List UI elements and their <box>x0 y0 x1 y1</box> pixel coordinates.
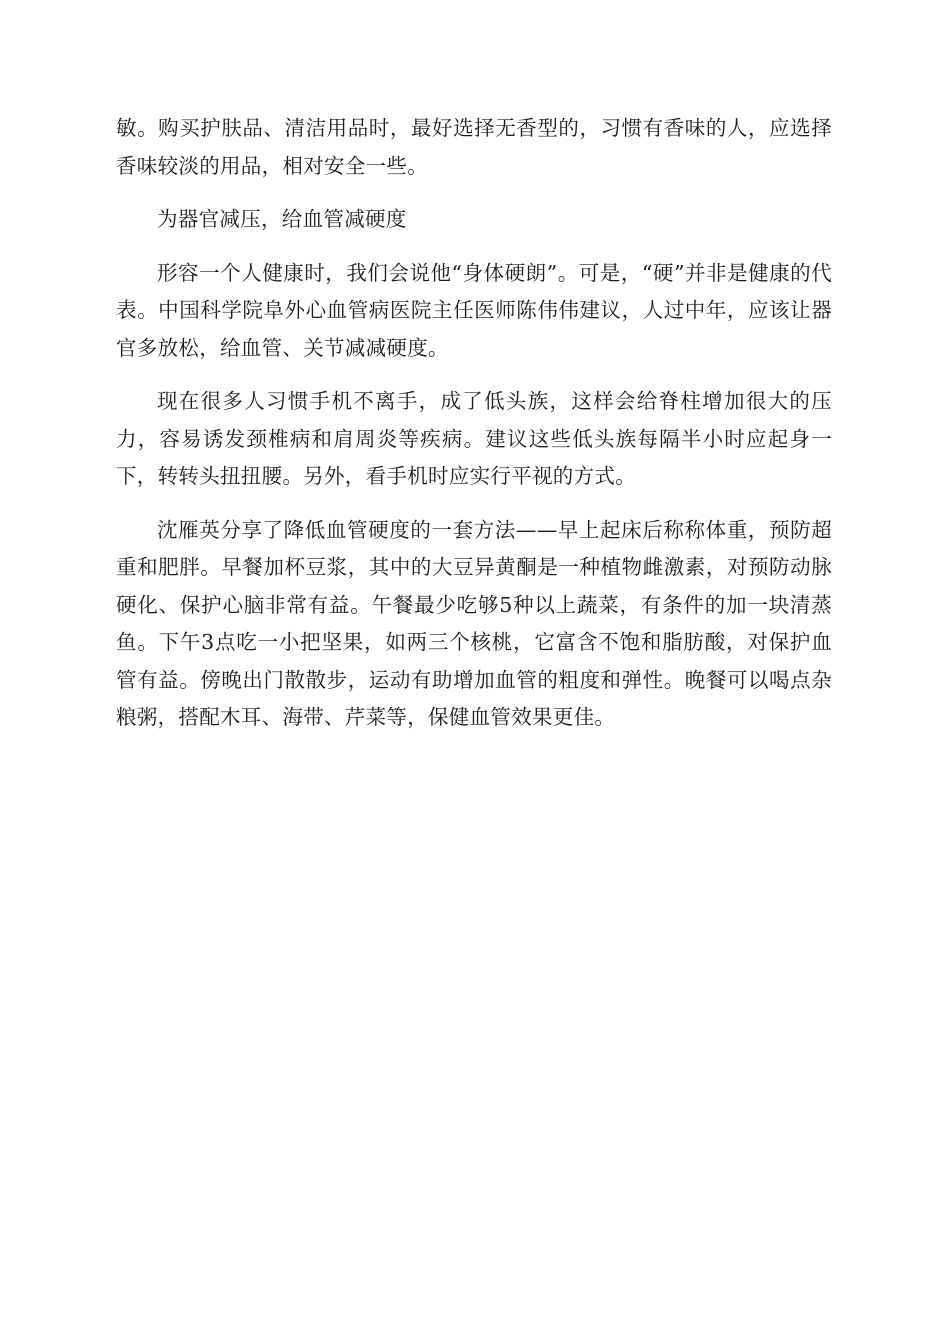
paragraph-method: 沈雁英分享了降低血管硬度的一套方法——早上起床后称称体重，预防超重和肥胖。早餐加杯豆浆，其中的大豆异黄酮是一种植物雌激素，对预防动脉硬化、保护心脑非常有益。午餐最少吃够5种以上蔬菜，有条件的加一块清蒸鱼。下午3点吃一小把坚果，如两三个核桃，它富含不饱和脂肪酸，对保护血管有益。傍晚出门散散步，运动有助增加血管的粗度和弹性。晚餐可以喝点杂粮粥，搭配木耳、海带、芹菜等，保健血管效果更佳。 <box>116 517 832 729</box>
paragraph-continuation: 敏。购买护肤品、清洁用品时，最好选择无香型的，习惯有香味的人，应选择香味较淡的用品，相对安全一些。 <box>116 116 832 178</box>
section-heading: 为器官减压，给血管减硬度 <box>157 207 407 231</box>
document-body <box>116 110 832 753</box>
paragraph-phone: 现在很多人习惯手机不离手，成了低头族，这样会给脊柱增加很大的压力，容易诱发颈椎病和肩周炎等疾病。建议这些低头族每隔半小时应起身一下，转转头扭扭腰。另外，看手机时应实行平视的方式。 <box>116 389 832 488</box>
paragraph-health: 形容一个人健康时，我们会说他“身体硬朗”。可是，“硬”并非是健康的代表。中国科学院阜外心血管病医院主任医师陈伟伟建议，人过中年，应该让器官多放松，给血管、关节减减硬度。 <box>116 260 832 360</box>
